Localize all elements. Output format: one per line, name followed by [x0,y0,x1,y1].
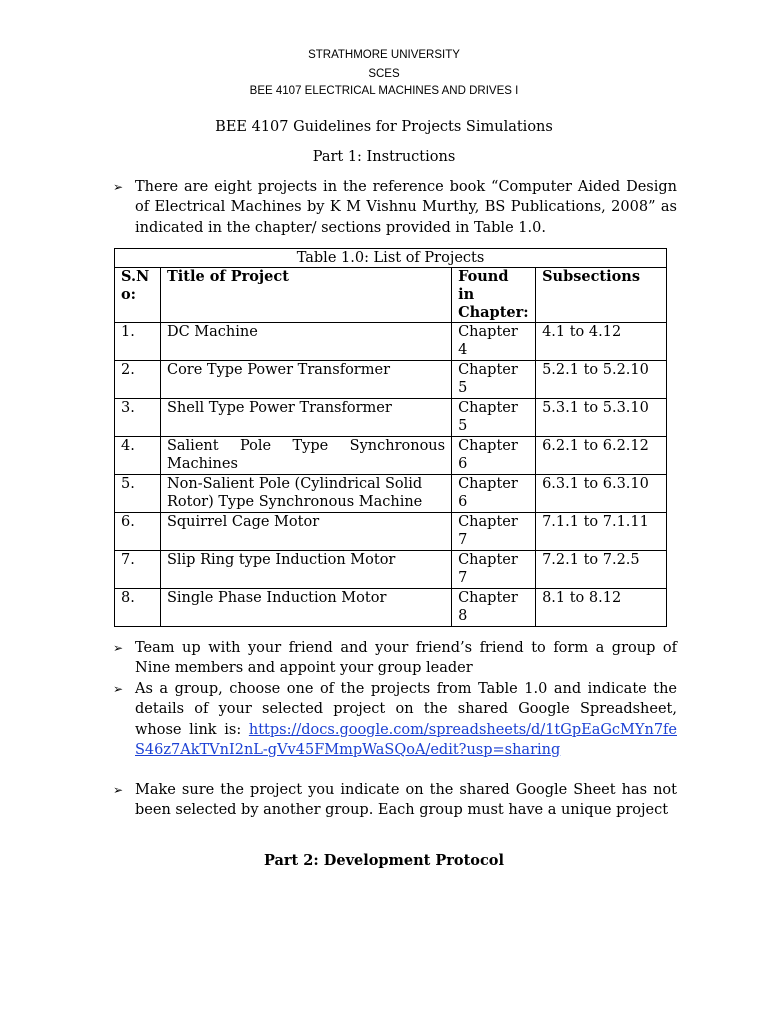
team-bullet-text: Team up with your friend and your friend’s friend to form a group of Nine members and appoint your group leader [135,640,677,677]
cell-title: Single Phase Induction Motor [160,589,451,627]
course-title: BEE 4107 ELECTRICAL MACHINES AND DRIVES I [249,85,519,97]
header-chapter: Found in Chapter: [452,268,536,323]
document-title: BEE 4107 Guidelines for Projects Simulations [215,119,553,135]
university-name: STRATHMORE UNIVERSITY [308,49,460,61]
header-subsections: Subsections [536,268,667,323]
unique-bullet [113,780,677,821]
cell-sno: 1. [115,323,161,361]
cell-subsections: 7.2.1 to 7.2.5 [536,551,667,589]
cell-title: Shell Type Power Transformer [160,399,451,437]
cell-sno: 2. [115,361,161,399]
cell-sno: 8. [115,589,161,627]
cell-title: Slip Ring type Induction Motor [160,551,451,589]
spreadsheet-link[interactable]: https://docs.google.com/spreadsheets/d/1tGpEaGcMYn7feS46z7AkTVnI2nL-gVv45FMmpWaSQoA/edit?usp=sharing [135,721,677,758]
cell-title: DC Machine [160,323,451,361]
part2-heading-text: Part 2: Development Protocol [263,852,504,869]
cell-subsections: 7.1.1 to 7.1.11 [536,513,667,551]
table-row [115,589,667,627]
cell-sno: 4. [115,437,161,475]
unique-bullet-text: Make sure the project you indicate on the shared Google Sheet has not been selected by another group. Each group must have a unique project [135,782,677,819]
cell-subsections: 4.1 to 4.12 [536,323,667,361]
table-row [115,323,667,361]
cell-subsections: 6.2.1 to 6.2.12 [536,437,667,475]
cell-chapter: Chapter 7 [452,551,536,589]
table-header-row [115,268,667,323]
choose-bullet-body: As a group, choose one of the projects from Table 1.0 and indicate the details of your selected project on the shared Google Spreadsheet, whose link is: [135,681,677,738]
cell-sno: 6. [115,513,161,551]
cell-title: Squirrel Cage Motor [160,513,451,551]
cell-subsections: 5.3.1 to 5.3.10 [536,399,667,437]
table-row [115,551,667,589]
cell-chapter: Chapter 6 [452,475,536,513]
cell-title: Non-Salient Pole (Cylindrical Solid Rotor) Type Synchronous Machine [160,475,451,513]
cell-subsections: 5.2.1 to 5.2.10 [536,361,667,399]
table-caption: Table 1.0: List of Projects [114,248,667,267]
table-row [115,361,667,399]
table-row [115,437,667,475]
cell-chapter: Chapter 8 [452,589,536,627]
choose-bullet-text [135,679,677,760]
table-row [115,513,667,551]
cell-sno: 3. [115,399,161,437]
part1-heading: Part 1: Instructions [312,149,456,165]
cell-subsections: 6.3.1 to 6.3.10 [536,475,667,513]
arrow-bullet-icon: ➢ [113,682,124,696]
cell-chapter: Chapter 6 [452,437,536,475]
arrow-bullet-icon: ➢ [113,641,124,655]
cell-sno: 7. [115,551,161,589]
cell-title: Core Type Power Transformer [160,361,451,399]
cell-title: Salient Pole Type Synchronous Machines [160,437,451,475]
cell-subsections: 8.1 to 8.12 [536,589,667,627]
cell-chapter: Chapter 5 [452,361,536,399]
cell-sno: 5. [115,475,161,513]
school-name: SCES [368,68,400,80]
arrow-bullet-icon: ➢ [113,783,124,797]
part2-heading [0,851,768,871]
projects-table [114,248,667,627]
cell-chapter: Chapter 4 [452,323,536,361]
cell-chapter: Chapter 5 [452,399,536,437]
arrow-bullet-icon: ➢ [113,180,124,194]
table-row [115,399,667,437]
table-row [115,475,667,513]
choose-bullet [113,679,677,760]
header-title: Title of Project [160,268,451,323]
header-sno: S.N o: [115,268,161,323]
intro-bullet [113,177,677,238]
team-bullet [113,638,677,679]
intro-bullet-text: There are eight projects in the reference book “Computer Aided Design of Electrical Machines by K M Vishnu Murthy, BS Publications, 2008” as indicated in the chapter/ sections provided in Table 1.0. [135,179,677,236]
cell-chapter: Chapter 7 [452,513,536,551]
